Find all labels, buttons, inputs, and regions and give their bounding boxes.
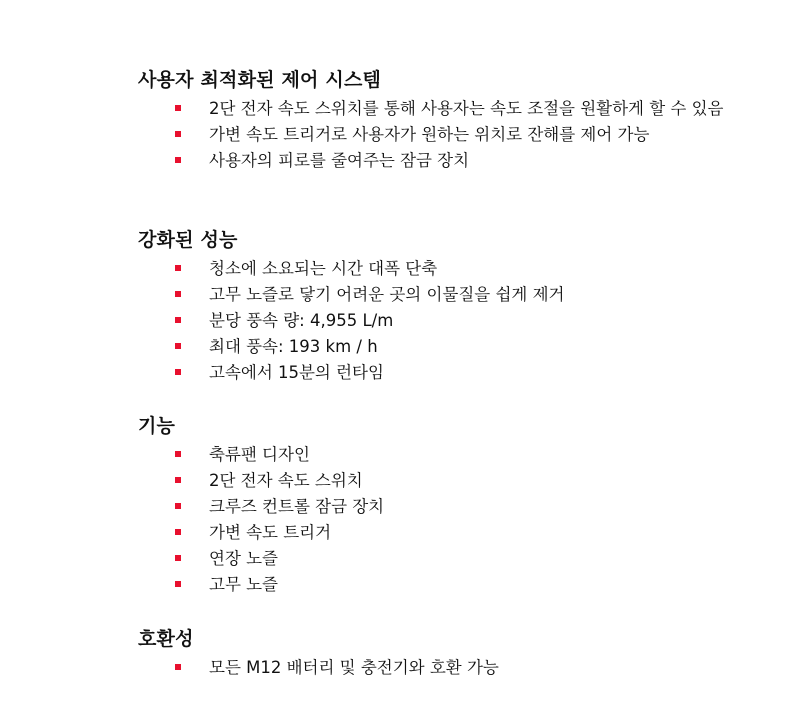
list-item <box>138 549 758 568</box>
list-item <box>138 99 758 118</box>
list-item-text: 청소에 소요되는 시간 대폭 단축 <box>209 259 438 278</box>
red-square-bullet-icon <box>175 581 181 587</box>
section-heading: 강화된 성능 <box>138 229 238 251</box>
list-item <box>138 471 758 490</box>
list-item-text: 축류팬 디자인 <box>209 445 310 464</box>
red-square-bullet-icon <box>175 105 181 111</box>
red-square-bullet-icon <box>175 343 181 349</box>
feature-list <box>138 259 758 382</box>
list-item-text: 사용자의 피로를 줄여주는 잠금 장치 <box>209 151 470 170</box>
red-square-bullet-icon <box>175 503 181 509</box>
red-square-bullet-icon <box>175 555 181 561</box>
list-item-text: 분당 풍속 량: 4,955 L/m <box>209 311 394 330</box>
red-square-bullet-icon <box>175 451 181 457</box>
list-item-text: 2단 전자 속도 스위치 <box>209 471 363 490</box>
red-square-bullet-icon <box>175 157 181 163</box>
red-square-bullet-icon <box>175 369 181 375</box>
list-item <box>138 658 758 677</box>
list-item-text: 모든 M12 배터리 및 충전기와 호환 가능 <box>209 658 499 677</box>
section-heading: 기능 <box>138 415 176 437</box>
red-square-bullet-icon <box>175 664 181 670</box>
section-control-system <box>138 68 758 170</box>
section-features <box>138 414 758 594</box>
list-item-text: 가변 속도 트리거 <box>209 523 332 542</box>
red-square-bullet-icon <box>175 317 181 323</box>
section-performance <box>138 228 758 382</box>
list-item-text: 2단 전자 속도 스위치를 통해 사용자는 속도 조절을 원활하게 할 수 있음 <box>209 99 724 118</box>
red-square-bullet-icon <box>175 265 181 271</box>
section-compatibility <box>138 627 758 677</box>
feature-list <box>138 99 758 170</box>
section-heading: 사용자 최적화된 제어 시스템 <box>138 69 382 91</box>
list-item-text: 크루즈 컨트롤 잠금 장치 <box>209 497 385 516</box>
list-item-text: 최대 풍속: 193 km / h <box>209 337 378 356</box>
list-item <box>138 523 758 542</box>
list-item-text: 가변 속도 트리거로 사용자가 원하는 위치로 잔해를 제어 가능 <box>209 125 650 144</box>
list-item-text: 고속에서 15분의 런타임 <box>209 363 384 382</box>
feature-list <box>138 658 758 677</box>
list-item-text: 연장 노즐 <box>209 549 279 568</box>
list-item-text: 고무 노즐 <box>209 575 279 594</box>
red-square-bullet-icon <box>175 529 181 535</box>
list-item <box>138 445 758 464</box>
feature-list <box>138 445 758 594</box>
red-square-bullet-icon <box>175 477 181 483</box>
red-square-bullet-icon <box>175 131 181 137</box>
list-item <box>138 151 758 170</box>
list-item <box>138 497 758 516</box>
list-item-text: 고무 노즐로 닿기 어려운 곳의 이물질을 쉽게 제거 <box>209 285 565 304</box>
list-item <box>138 363 758 382</box>
list-item <box>138 125 758 144</box>
list-item <box>138 311 758 330</box>
list-item <box>138 575 758 594</box>
red-square-bullet-icon <box>175 291 181 297</box>
section-heading: 호환성 <box>138 628 194 650</box>
list-item <box>138 337 758 356</box>
list-item <box>138 259 758 278</box>
list-item <box>138 285 758 304</box>
